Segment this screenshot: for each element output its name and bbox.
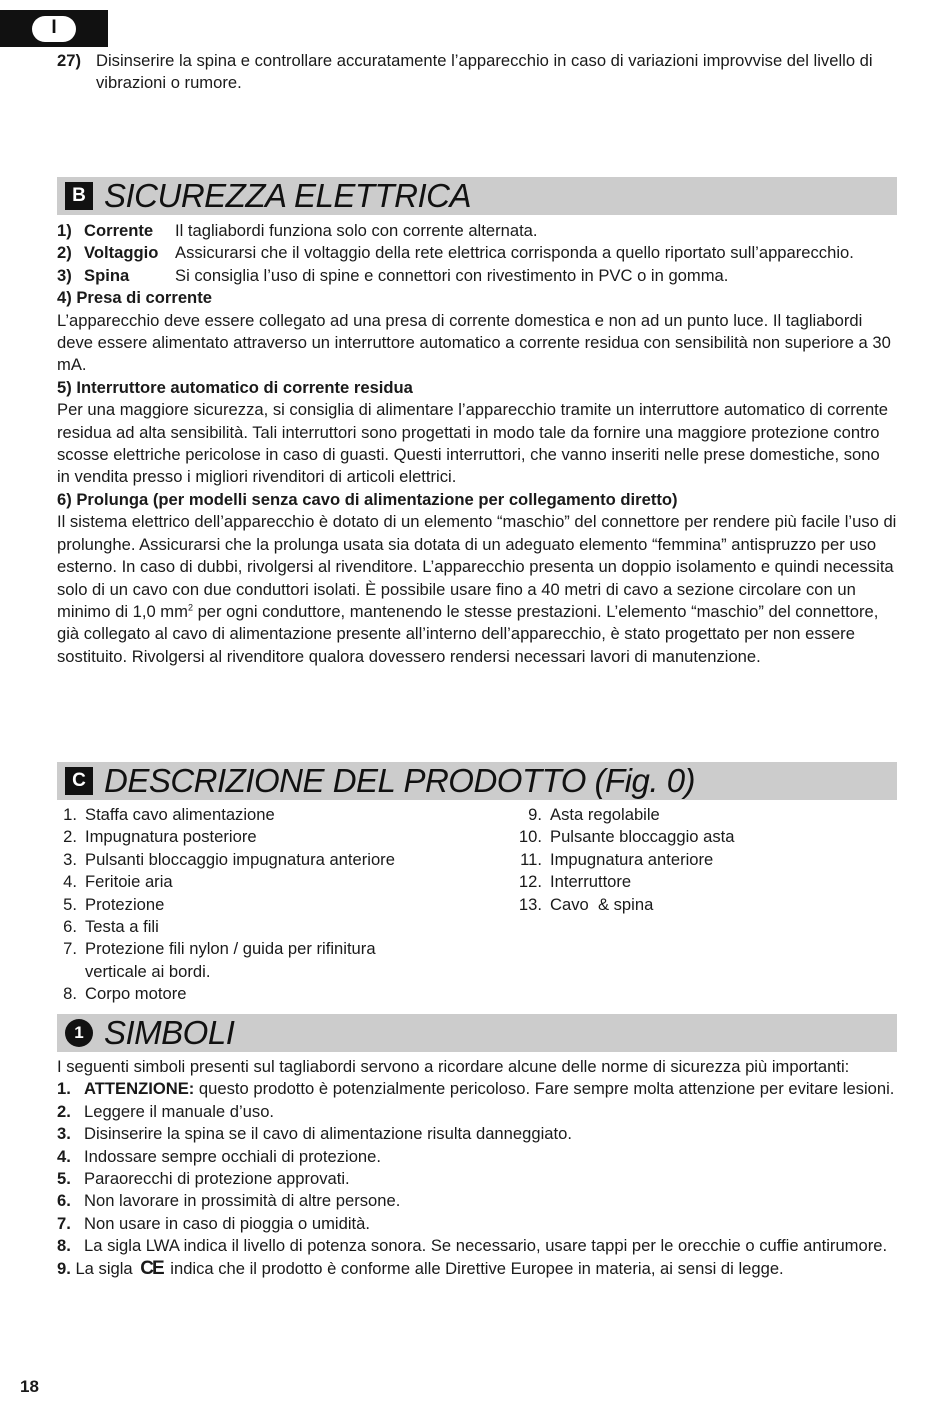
- list-item: [57, 916, 487, 938]
- item-number: 9.: [528, 805, 542, 824]
- parts-column-1: [57, 804, 487, 1006]
- item-number: 8.: [57, 1236, 71, 1256]
- item-text: Non usare in caso di pioggia o umidità.: [84, 1213, 370, 1233]
- list-item: [487, 849, 897, 871]
- list-item: [57, 1168, 897, 1190]
- intro-paragraph: I seguenti simboli presenti sul tagliabordi servono a ricordare alcune delle norme di sicurezza più importanti:: [57, 1057, 850, 1076]
- item-text: Interruttore: [550, 872, 632, 892]
- list-item: [57, 983, 487, 1005]
- section-title: SIMBOLI: [104, 1014, 235, 1051]
- superscript: 2: [187, 602, 193, 613]
- item-text: Impugnatura posteriore: [85, 827, 257, 847]
- item-number: 6.: [57, 1191, 71, 1211]
- list-item: [57, 50, 897, 95]
- item-text: indica che il prodotto è conforme alle Direttive Europee in materia, ai sensi di legge.: [165, 1258, 784, 1278]
- top-item: [57, 50, 897, 95]
- item-text: Protezione fili nylon / guida per rifinitura verticale ai bordi.: [85, 939, 376, 981]
- list-item: [57, 1146, 897, 1168]
- section-1-body: [57, 1056, 897, 1280]
- item-text: La sigla: [70, 1258, 138, 1278]
- paragraph-text: per ogni conduttore, mantenendo le stesse prestazioni. L’elemento “maschio” del connettore, già collegato al cavo di alimentazione presente all’interno dell’apparecchio, è stato progettato per non essere sostituito. Rivolgersi al rivenditore qualora dovessero rendersi necessari lavori di manutenzione.: [57, 601, 879, 666]
- item-text: Indossare sempre occhiali di protezione.: [84, 1146, 382, 1166]
- section-title: DESCRIZIONE DEL PRODOTTO (Fig. 0): [104, 762, 696, 799]
- item-text: Asta regolabile: [550, 805, 660, 824]
- subheading: 6) Prolunga (per modelli senza cavo di alimentazione per collegamento diretto): [57, 489, 678, 509]
- item-number: 12.: [518, 872, 542, 892]
- item-number: 5.: [57, 1169, 71, 1189]
- item-text-body: questo prodotto è potenzialmente pericoloso. Fare sempre molta attenzione per evitare lesioni.: [194, 1079, 895, 1099]
- list-item: [487, 804, 897, 826]
- paragraph-text: Il sistema elettrico dell’apparecchio è dotato di un elemento “maschio” del connettore per rendere più facile l’uso di prolunghe. Assicurarsi che la prolunga usata sia dotata di un adeguato elemento “femmina” antispruzzo per uso esterno. In caso di dubbi, rivolgersi al rivenditore. L’apparecchio presenta un doppio isolamento e quindi necessita solo di un cavo con due conduttori isolati. È possibile usare fino a 40 metri di cavo a sezione circolare con un minimo di 1,0 mm: [57, 512, 897, 621]
- section-b-header: [57, 177, 897, 215]
- def-text: Si consiglia l’uso di spine e connettori con rivestimento in PVC o in gomma.: [175, 265, 729, 285]
- item-number: 4.: [57, 1146, 71, 1166]
- section-c-body: [57, 804, 897, 1006]
- list-item: [57, 1123, 897, 1145]
- item-number: 10.: [518, 827, 542, 847]
- list-item: [57, 1078, 897, 1100]
- paragraph: L’apparecchio deve essere collegato ad una presa di corrente domestica e non ad un punto luce. Il tagliabordi deve essere alimentato attraverso un interruttore automatico a corrente residua con sensibilità non superiore a 30 mA.: [57, 310, 891, 375]
- language-code: I: [32, 16, 76, 42]
- def-term: Voltaggio: [84, 243, 159, 263]
- item-text: Disinserire la spina e controllare accuratamente l’apparecchio in caso di variazioni improvvise del livello di vibrazioni o rumore.: [96, 51, 873, 93]
- def-row: [57, 242, 897, 264]
- item-text: Disinserire la spina se il cavo di alimentazione risulta danneggiato.: [84, 1124, 572, 1144]
- item-text: Feritoie aria: [85, 872, 173, 892]
- list-item: [57, 894, 487, 916]
- item-number: 5.: [63, 894, 77, 914]
- list-item: [57, 938, 487, 983]
- item-text: Staffa cavo alimentazione: [85, 805, 275, 824]
- item-text: Pulsanti bloccaggio impugnatura anteriore: [85, 849, 395, 869]
- list-item: [487, 826, 897, 848]
- paragraph: [57, 511, 897, 668]
- def-row: [57, 265, 897, 287]
- parts-column-2: [487, 804, 897, 1006]
- item-number: 2.: [63, 827, 77, 847]
- item-number: 8.: [63, 984, 77, 1004]
- list-item: [57, 1190, 897, 1212]
- item-number: 11.: [520, 849, 542, 869]
- warning-label: ATTENZIONE:: [84, 1079, 195, 1099]
- def-row: [57, 220, 897, 242]
- item-number: 3.: [57, 1124, 71, 1144]
- list-item: [487, 871, 897, 893]
- def-number: 3): [57, 265, 72, 285]
- def-term: Spina: [84, 265, 130, 285]
- page-number: 18: [20, 1377, 39, 1396]
- list-item: [57, 871, 487, 893]
- item-text: Leggere il manuale d’uso.: [84, 1101, 275, 1121]
- section-title: SICUREZZA ELETTRICA: [104, 177, 471, 214]
- item-number: 27): [57, 51, 81, 70]
- item-number: 2.: [57, 1101, 71, 1121]
- ce-mark-icon: CE: [140, 1257, 163, 1279]
- item-text: Testa a fili: [85, 917, 159, 937]
- item-number: 6.: [63, 917, 77, 937]
- def-term: Corrente: [84, 221, 154, 240]
- section-letter: C: [65, 767, 93, 795]
- def-text: Assicurarsi che il voltaggio della rete elettrica corrisponda a quello riportato sull’apparecchio.: [175, 243, 854, 263]
- item-number: 4.: [63, 872, 77, 892]
- item-text: Impugnatura anteriore: [550, 849, 714, 869]
- item-number: 7.: [63, 939, 77, 959]
- item-text: Pulsante bloccaggio asta: [550, 827, 735, 847]
- item-number: 1.: [57, 1079, 71, 1099]
- list-item: [57, 826, 487, 848]
- item-number: 7.: [57, 1213, 71, 1233]
- item-number: 1.: [63, 805, 77, 824]
- item-number: 3.: [63, 849, 77, 869]
- paragraph: Per una maggiore sicurezza, si consiglia di alimentare l’apparecchio tramite un interruttore automatico di corrente residua ad alta sensibilità. Tali interruttori sono progettati in modo tale da fornire una maggiore protezione contro scosse elettriche pericolose in caso di guasti. Questi interruttori, che vanno inseriti nelle prese domestiche, sono in vendita presso i migliori rivenditori di articoli elettrici.: [57, 400, 889, 487]
- list-item: [57, 1258, 897, 1280]
- section-1-header: [57, 1014, 897, 1052]
- list-item: [57, 849, 487, 871]
- section-badge: 1: [65, 1019, 93, 1047]
- def-text: Il tagliabordi funziona solo con corrente alternata.: [175, 221, 538, 240]
- item-text: La sigla LWA indica il livello di potenza sonora. Se necessario, usare tappi per le orecchie o cuffie antirumore.: [84, 1236, 888, 1256]
- item-text: Non lavorare in prossimità di altre persone.: [84, 1191, 401, 1211]
- item-text: [84, 1078, 897, 1100]
- item-text: Protezione: [85, 894, 165, 914]
- item-number: 13.: [518, 894, 542, 914]
- def-number: 2): [57, 243, 72, 263]
- list-item: [57, 804, 487, 826]
- item-number: 9.: [57, 1258, 71, 1278]
- def-number: 1): [57, 221, 72, 240]
- item-text: Paraorecchi di protezione approvati.: [84, 1169, 350, 1189]
- section-letter: B: [65, 182, 93, 210]
- section-b-body: [57, 220, 897, 668]
- list-item: [57, 1101, 897, 1123]
- list-item: [57, 1213, 897, 1235]
- subheading: 4) Presa di corrente: [57, 288, 212, 308]
- section-c-header: [57, 762, 897, 800]
- item-text: Corpo motore: [85, 984, 187, 1004]
- language-tab: [0, 10, 108, 47]
- list-item: [57, 1235, 897, 1257]
- subheading: 5) Interruttore automatico di corrente residua: [57, 377, 413, 397]
- item-text: Cavo & spina: [550, 894, 654, 914]
- list-item: [487, 894, 897, 916]
